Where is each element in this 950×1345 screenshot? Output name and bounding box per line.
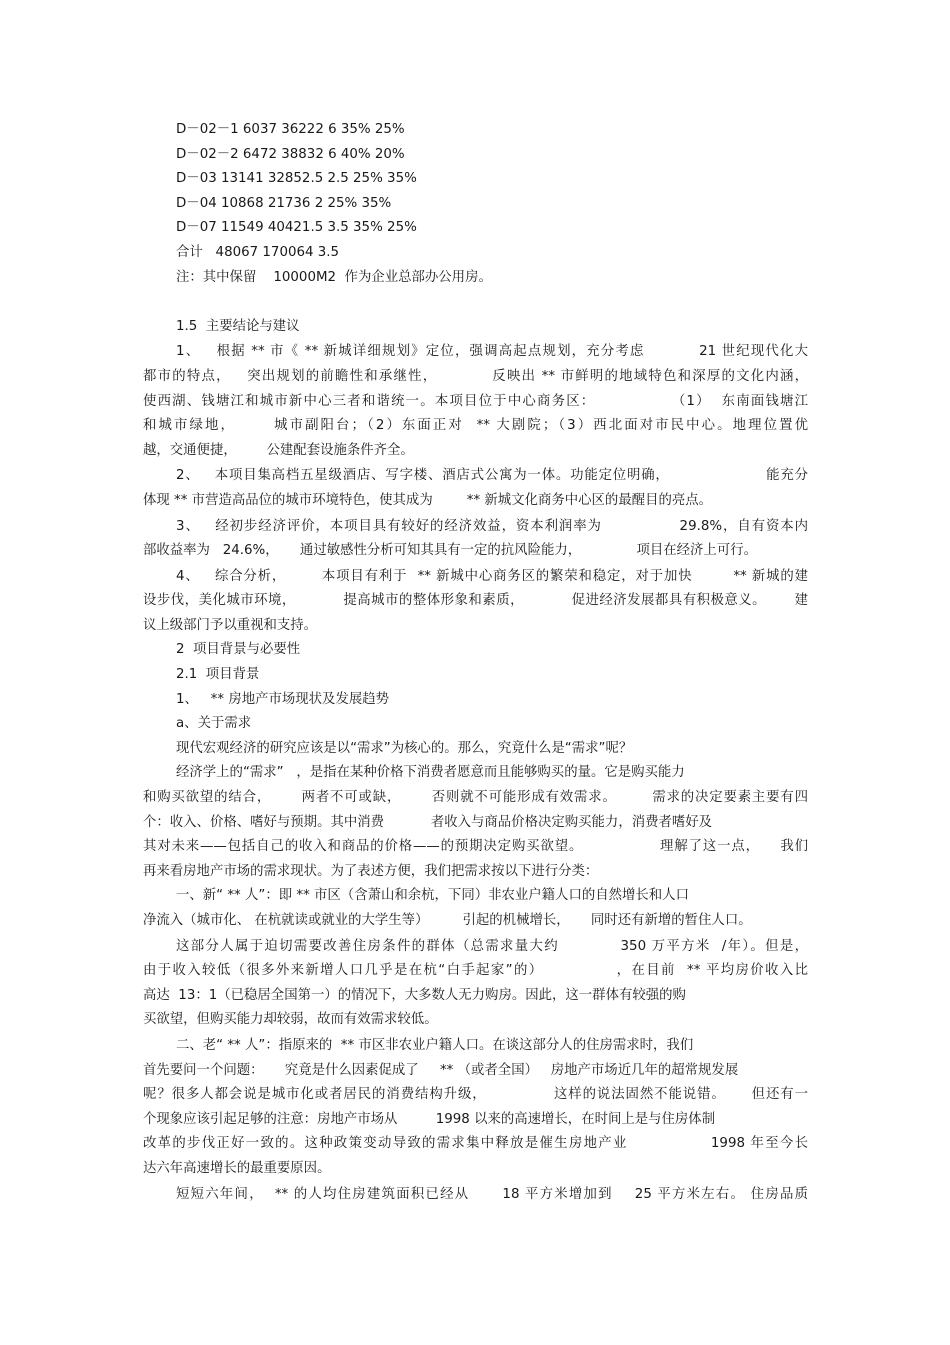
subsection-heading: a、关于需求 xyxy=(176,716,252,732)
table-note: 注：其中保留 10000M2 作为企业总部办公用房。 xyxy=(176,269,492,285)
paragraph-conclusion-2 xyxy=(143,464,808,513)
paragraph-line: 这部分人属于迫切需要改善住房条件的群体（总需求量大约 350 万平方米 /年）。但是， xyxy=(176,938,808,954)
plot-table xyxy=(143,118,808,266)
paragraph-line: 经济学上的“需求” ，是指在某种价格下消费者愿意而且能够购买的量。它是购买能力 xyxy=(176,765,685,781)
paragraph-demand-definition xyxy=(143,761,808,884)
paragraph-line: 使西湖、钱塘江和城市新中心三者和谐统一。本项目位于中心商务区： （1） 东南面钱塘江 xyxy=(143,393,808,409)
paragraph-line: 再来看房地产市场的需求现状。为了表述方便，我们把需求按以下进行分类： xyxy=(143,863,599,879)
paragraph-line: 高达 13：1（已稳居全国第一）的情况下，大多数人无力购房。因此，这一群体有较强的购 xyxy=(143,987,686,1003)
paragraph-line: 4、 综合分析， 本项目有利于 ** 新城中心商务区的繁荣和稳定，对于加快 ** 新城的建 xyxy=(176,568,808,584)
section-heading: 1.5 主要结论与建议 xyxy=(176,318,300,334)
paragraph-conclusion-3 xyxy=(143,515,808,564)
table-row: D－07 11549 40421.5 3.5 35% 25% xyxy=(176,220,417,236)
paragraph-line: 和购买欲望的结合， 两者不可或缺， 否则就不可能形成有效需求。 需求的决定要素主要有四 xyxy=(143,790,808,806)
table-total-row: 合计 48067 170064 3.5 xyxy=(176,244,340,260)
paragraph-line: 个：收入、价格、嗜好与预期。其中消费 者收入与商品价格决定购买能力，消费者嗜好及 xyxy=(143,814,713,830)
paragraph-line: 现代宏观经济的研究应该是以“需求”为核心的。那么，究竟什么是“需求”呢？ xyxy=(176,740,633,756)
paragraph-line: 体现 ** 市营造高品位的城市环境特色，使其成为 ** 新城文化商务中心区的最醒目的亮点。 xyxy=(143,492,713,508)
subsection-heading: 2.1 项目背景 xyxy=(176,667,260,683)
paragraph-old-residents xyxy=(143,1034,808,1182)
paragraph-line: 部收益率为 24.6%， 通过敏感性分析可知其具有一定的抗风险能力， 项目在经济上可行。 xyxy=(143,543,757,559)
section-heading: 2 项目背景与必要性 xyxy=(176,642,301,658)
paragraph-line: 议上级部门予以重视和支持。 xyxy=(143,617,318,633)
paragraph-line: 净流入（城市化、 在杭就读或就业的大学生等） 引起的机械增长， 同时还有新增的暂住人口。 xyxy=(143,913,752,928)
paragraph-line: 都市的特点， 突出规划的前瞻性和承继性， 反映出 ** 市鲜明的地域特色和深厚的文化内涵， xyxy=(143,368,808,384)
paragraph-demand-intro xyxy=(143,737,808,762)
paragraph-line: 1、 根据 ** 市《 ** 新城详细规划》定位，强调高起点规划，充分考虑 21 世纪现代化大 xyxy=(176,344,808,360)
paragraph-line: 一、新“ ** 人”：即 ** 市区（含萧山和余杭，下同）非农业户籍人口的自然增长和人口 xyxy=(176,888,689,904)
table-row: D－02－2 6472 38832 6 40% 20% xyxy=(176,146,405,162)
paragraph-housing-area xyxy=(143,1183,808,1208)
paragraph-new-residents xyxy=(143,884,808,933)
paragraph-line: 其对未来——包括自己的收入和商品的价格——的预期决定购买欲望。 理解了这一点， 我们 xyxy=(143,839,808,855)
investment-line xyxy=(143,290,808,315)
paragraph-line: 3、 经初步经济评价，本项目具有较好的经济效益，资本利润率为 29.8%，自有资本内 xyxy=(176,518,808,534)
paragraph-line: 由于收入较低（很多外来新增人口几乎是在杭“白手起家”的） ，在目前 ** 平均房价收入比 xyxy=(143,963,808,979)
table-row: D－02－1 6037 36222 6 35% 25% xyxy=(176,122,405,137)
paragraph-line: 短短六年间， ** 的人均住房建筑面积已经从 18 平方米增加到 25 平方米左右。 住房品质 xyxy=(176,1186,808,1202)
paragraph-new-residents-demand xyxy=(143,935,808,1033)
table-row: D－03 13141 32852.5 2.5 25% 35% xyxy=(176,171,417,187)
paragraph-conclusion-4 xyxy=(143,565,808,639)
paragraph-line: 和城市绿地， 城市副阳台；（2）东面正对 ** 大剧院；（3）西北面对市民中心。地理位置优 xyxy=(143,418,808,434)
subsection-heading: 1、 ** 房地产市场现状及发展趋势 xyxy=(176,691,390,707)
paragraph-line: 达六年高速增长的最重要原因。 xyxy=(143,1160,331,1176)
document-body xyxy=(143,118,808,1207)
paragraph-line: 个现象应该引起足够的注意：房地产市场从 1998 以来的高速增长，在时间上是与住房体制 xyxy=(143,1111,716,1127)
paragraph-conclusion-1 xyxy=(143,340,808,463)
paragraph-line: 越，交通便捷， 公建配套设施条件齐全。 xyxy=(143,442,414,458)
paragraph-line: 改革的步伐正好一致的。这种政策变动导致的需求集中释放是催生房地产业 1998 年至今长 xyxy=(143,1136,808,1152)
paragraph-line: 二、老“ ** 人”：指原来的 ** 市区非农业户籍人口。在谈这部分人的住房需求时，我们 xyxy=(176,1037,694,1053)
paragraph-line: 买欲望，但购买能力却较弱，故而有效需求较低。 xyxy=(143,1012,438,1028)
paragraph-line: 设步伐，美化城市环境， 提高城市的整体形象和素质， 促进经济发展都具有积极意义。 建 xyxy=(143,593,808,609)
paragraph-line: 2、 本项目集高档五星级酒店、写字楼、酒店式公寓为一体。功能定位明确， 能充分 xyxy=(176,468,808,484)
paragraph-line: 首先要问一个问题： 究竟是什么因素促成了 ** （或者全国） 房地产市场近几年的超常规发展 xyxy=(143,1062,739,1078)
table-row: D－04 10868 21736 2 25% 35% xyxy=(176,195,392,211)
paragraph-line: 呢？很多人都会说是城市化或者居民的消费结构升级， 这样的说法固然不能说错。 但还有一 xyxy=(143,1087,808,1103)
